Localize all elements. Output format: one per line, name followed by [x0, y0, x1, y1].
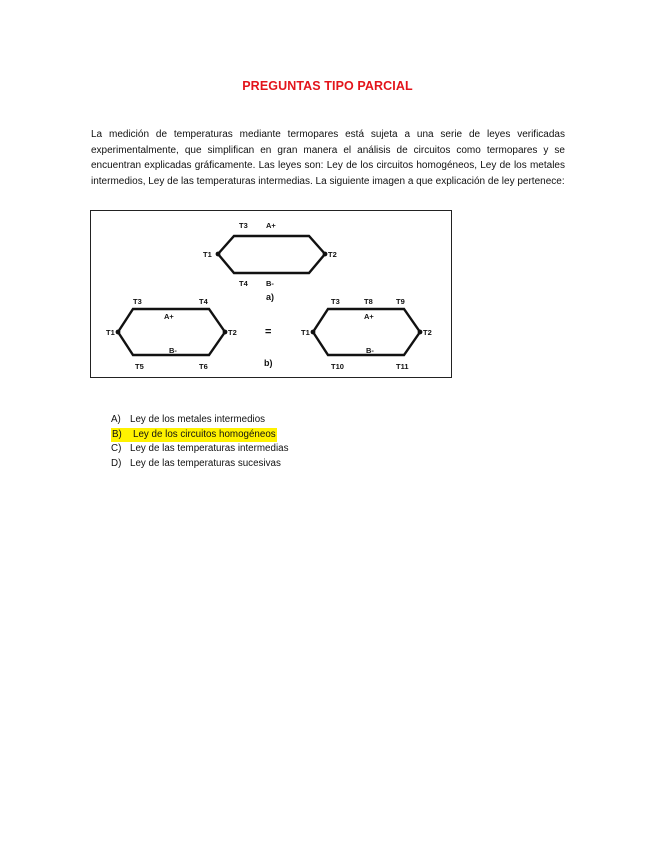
option-c-text: Ley de las temperaturas intermedias	[130, 443, 289, 455]
label-br-t1: T1	[301, 328, 310, 337]
label-br-t8: T8	[364, 297, 373, 306]
question-text: La medición de temperaturas mediante termopares está sujeta a una serie de leyes verificadas experimentalmente, que simplifican en gran manera el análisis de circuitos como termopares y se encuentran explicadas gráficamente. Las leyes son: Ley de los circuitos homogéneos, Ley de los metales intermedios, Ley de las temperaturas intermedias. La siguiente imagen a que explicación de ley pertenece:	[91, 129, 565, 187]
junction-t1-a	[216, 252, 221, 257]
label-bl-t4: T4	[199, 297, 208, 306]
option-a-text: Ley de los metales intermedios	[130, 414, 266, 425]
label-br-t10: T10	[331, 362, 344, 371]
option-d-letter: D)	[111, 457, 122, 469]
label-bl-aplus: A+	[164, 312, 174, 321]
junction-t1-b-right	[311, 330, 316, 335]
circuit-a-hexagon	[218, 236, 325, 273]
thermocouple-figure	[90, 210, 452, 378]
option-b[interactable]	[111, 428, 288, 443]
label-a-bminus: B-	[266, 279, 274, 288]
label-bl-t3: T3	[133, 297, 142, 306]
option-a-letter: A)	[111, 414, 121, 425]
page-title: PREGUNTAS TIPO PARCIAL	[242, 79, 413, 93]
junction-t2-b	[223, 330, 228, 335]
option-a[interactable]	[111, 413, 288, 428]
option-c-letter: C)	[111, 443, 122, 455]
label-bl-t1: T1	[106, 328, 115, 337]
caption-a: a)	[266, 292, 275, 302]
junction-t2-a	[323, 252, 328, 257]
junction-t1-b	[116, 330, 121, 335]
label-br-t9: T9	[396, 297, 405, 306]
answer-options	[111, 413, 288, 471]
label-bl-t6: T6	[199, 362, 208, 371]
label-bl-bminus: B-	[169, 346, 177, 355]
option-b-letter: B)	[111, 428, 132, 443]
junction-t2-b-right	[418, 330, 423, 335]
label-br-bminus: B-	[366, 346, 374, 355]
option-d[interactable]	[111, 457, 288, 472]
label-a-t1: T1	[203, 250, 212, 259]
equals-sign: =	[265, 326, 272, 338]
label-a-t4: T4	[239, 279, 248, 288]
option-b-text: Ley de los circuitos homogéneos	[132, 428, 277, 443]
label-bl-t5: T5	[135, 362, 144, 371]
label-br-t11: T11	[396, 362, 409, 371]
label-a-t2: T2	[328, 250, 337, 259]
thermocouple-diagram	[91, 211, 453, 379]
option-d-text: Ley de las temperaturas sucesivas	[130, 457, 281, 469]
label-a-t3: T3	[239, 221, 248, 230]
label-br-t2: T2	[423, 328, 432, 337]
label-br-aplus: A+	[364, 312, 374, 321]
caption-b: b)	[264, 358, 273, 368]
label-br-t3: T3	[331, 297, 340, 306]
option-c[interactable]	[111, 442, 288, 457]
label-a-aplus: A+	[266, 221, 276, 230]
label-bl-t2: T2	[228, 328, 237, 337]
